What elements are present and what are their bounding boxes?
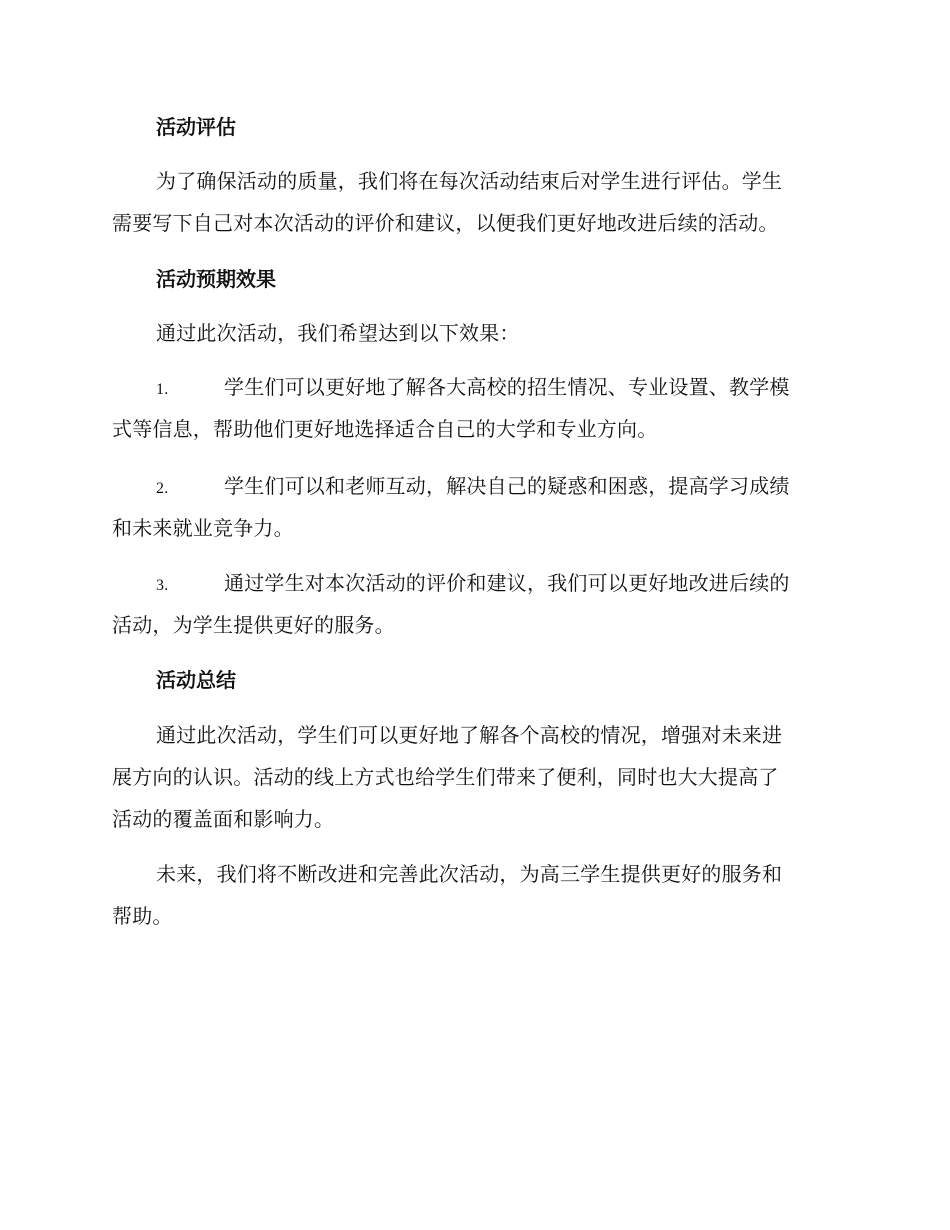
paragraph-line: 通过此次活动，我们希望达到以下效果： xyxy=(156,321,520,345)
paragraph-line: 需要写下自己对本次活动的评价和建议，以便我们更好地改进后续的活动。 xyxy=(112,211,779,235)
list-item-text: 活动，为学生提供更好的服务。 xyxy=(112,613,395,637)
list-item-text: 学生们可以更好地了解各大高校的招生情况、专业设置、教学模 xyxy=(224,375,790,399)
heading-expected-effects: 活动预期效果 xyxy=(156,267,276,291)
list-item-3 xyxy=(112,562,832,646)
list-item-text: 通过学生对本次活动的评价和建议，我们可以更好地改进后续的 xyxy=(224,571,790,595)
paragraph-line: 未来，我们将不断改进和完善此次活动，为高三学生提供更好的服务和 xyxy=(156,862,783,886)
list-item-1 xyxy=(112,366,832,450)
paragraph-line: 帮助。 xyxy=(112,904,173,928)
list-item-first-line xyxy=(112,562,832,604)
list-number: 2. xyxy=(156,480,169,497)
list-number: 3. xyxy=(156,577,169,594)
paragraph-summary-2 xyxy=(112,853,832,937)
paragraph-line: 为了确保活动的质量，我们将在每次活动结束后对学生进行评估。学生 xyxy=(156,169,783,193)
paragraph-evaluation xyxy=(112,160,832,244)
paragraph-line: 通过此次活动，学生们可以更好地了解各个高校的情况，增强对未来进 xyxy=(156,723,783,747)
paragraph-expected-intro xyxy=(112,312,832,354)
list-number: 1. xyxy=(156,381,169,398)
list-item-text: 式等信息，帮助他们更好地选择适合自己的大学和专业方向。 xyxy=(112,417,658,441)
list-item-first-line xyxy=(112,465,832,507)
list-item-first-line xyxy=(112,366,832,408)
paragraph-summary-1 xyxy=(112,714,832,840)
heading-summary: 活动总结 xyxy=(156,668,236,692)
paragraph-line: 活动的覆盖面和影响力。 xyxy=(112,807,335,831)
list-item-text: 学生们可以和老师互动，解决自己的疑惑和困惑，提高学习成绩 xyxy=(224,474,790,498)
paragraph-line: 展方向的认识。活动的线上方式也给学生们带来了便利，同时也大大提高了 xyxy=(112,765,779,789)
heading-evaluation: 活动评估 xyxy=(156,115,236,139)
list-item-text: 和未来就业竞争力。 xyxy=(112,516,294,540)
list-item-2 xyxy=(112,465,832,549)
